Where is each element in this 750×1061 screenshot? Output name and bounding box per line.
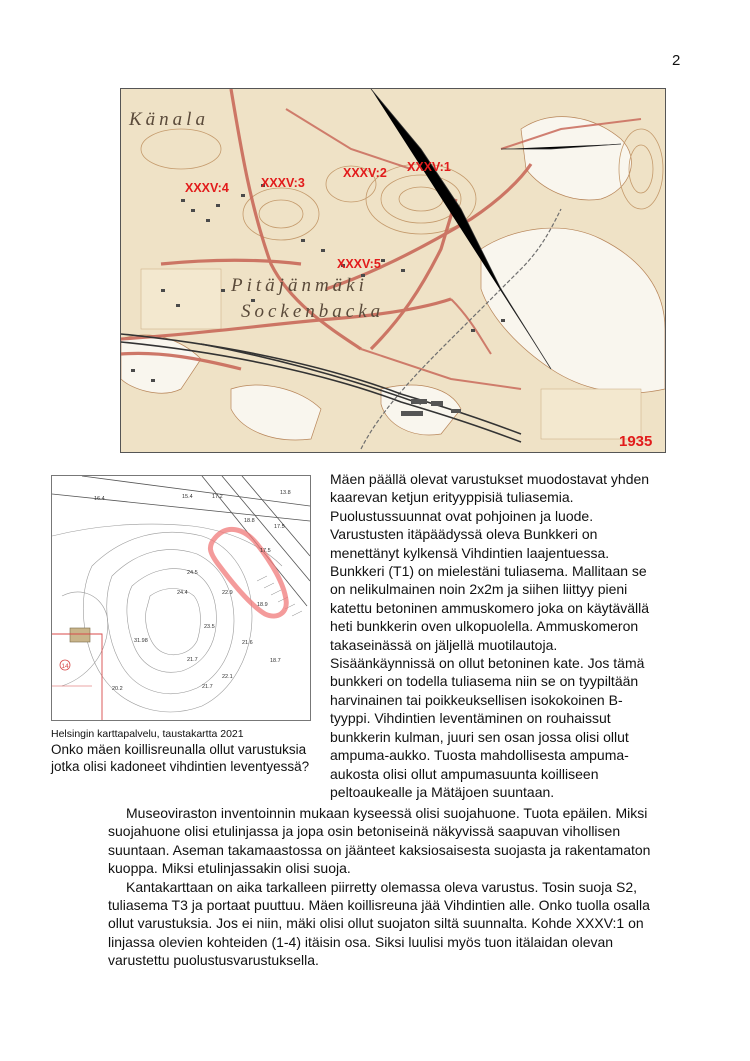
site-label-xxxv-1: XXXV:1	[407, 160, 451, 174]
elevation-label: 15.4	[182, 494, 193, 500]
elevation-label: 24.5	[187, 570, 198, 576]
elevation-label: 16.4	[94, 496, 105, 502]
map-year: 1935	[619, 433, 653, 450]
place-name-kanala: Känala	[129, 109, 209, 130]
elevation-label: 23.5	[204, 624, 215, 630]
elevation-label: 13.8	[280, 490, 291, 496]
site-label-xxxv-5: XXXV:5	[337, 257, 381, 271]
body-text	[108, 804, 658, 970]
place-name-sockenbacka: Sockenbacka	[241, 301, 385, 322]
elevation-label: 18.8	[244, 518, 255, 524]
site-label-xxxv-3: XXXV:3	[261, 176, 305, 190]
building-shape	[70, 628, 90, 642]
elevation-label: 21.6	[242, 640, 253, 646]
elevation-label: 21.7	[202, 684, 213, 690]
highlight-outline	[210, 529, 286, 616]
side-paragraph	[330, 470, 660, 801]
elevation-label: 17.2	[212, 494, 223, 500]
elevation-label: 22.9	[222, 590, 233, 596]
page-number: 2	[672, 52, 681, 69]
site-label-xxxv-2: XXXV:2	[343, 166, 387, 180]
body-paragraph: Museoviraston inventoinnin mukaan kyseessä olisi suojahuone. Tuota epäilen. Miksi suojahuone olisi etulinjassa ja jopa osin betoniseinä näkyvissä saapuvan vihollisen suuntaan. Aseman takamaastossa on jäänteet kaksiosaisesta suojasta ja rakentamaton kuoppa. Miksi etulinjassakin olisi suoja.	[108, 805, 651, 877]
elevation-label: 22.1	[222, 674, 233, 680]
place-name-pitajanmaki: Pitäjänmäki	[231, 275, 368, 296]
elevation-label: 24.4	[177, 590, 188, 596]
parcel-marker-number: 14	[61, 663, 69, 670]
site-label-xxxv-4: XXXV:4	[185, 181, 229, 195]
side-paragraph-text: Mäen päällä olevat varustukset muodostavat yhden kaarevan ketjun erityyppisiä tuliasemia. Puolustussuunnat ovat pohjoinen ja luode. Varustusten itäpäädyssä oleva Bunkkeri on menettänyt kylkensä Vihdintien laajentuessa. Bunkkeri (T1) on mielestäni tuliasema. Mallitaan se on nelikulmainen noin 2x2m ja siihen liittyy pieni katettu betoninen ammuskomero joka on käytävällä heti bunkkerin oven ulkopuolella. Ammuskomeron takaseinässä on jäljellä muotilautoja. Sisäänkäynnissä on ollut betoninen kate. Jos tämä bunkkeri on todella tuliasema niin se on tyypiltään harvinainen tai poikkeuksellisen isokokoinen B-tyyppi. Vihdintien leventäminen on rouhaissut bunkkerin kulman, juuri sen osan jossa olisi ollut ampuma-aukko. Tuosta mahdollisesta ampuma-aukosta olisi ollut ampumasuunta koilliseen peltoaukealle ja Mätäjoen suuntaan.	[330, 471, 650, 800]
elevation-label: 18.7	[270, 658, 281, 664]
elevation-label: 21.7	[187, 657, 198, 663]
modern-base-map	[51, 475, 311, 721]
historical-map-1935	[120, 88, 666, 453]
map-question-caption: Onko mäen koillisreunalla ollut varustuksia jotka olisi kadoneet vihdintien leventyessä?	[51, 742, 310, 774]
elevation-label: 31.98	[134, 638, 148, 644]
elevation-label: 17.5	[260, 548, 271, 554]
elevation-label: 18.9	[257, 602, 268, 608]
map-source-caption: Helsingin karttapalvelu, taustakartta 2021	[51, 728, 244, 740]
elevation-label: 17.5	[274, 524, 285, 530]
body-paragraph: Kantakarttaan on aika tarkalleen piirretty olemassa oleva varustus. Tosin suoja S2, tuliasema T3 ja portaat puuttuu. Mäen koillisreuna jää Vihdintien alle. Onko tuolla osalla ollut varustuksia. Jos ei niin, mäki olisi ollut suojaton siltä suunnalta. Kohde XXXV:1 on linjassa olevien kohteiden (1-4) itäisin osa. Siksi luulisi myös tuon itälaidan olevan varustettu puolustusvarustuksella.	[108, 878, 650, 969]
elevation-label: 20.2	[112, 686, 123, 692]
